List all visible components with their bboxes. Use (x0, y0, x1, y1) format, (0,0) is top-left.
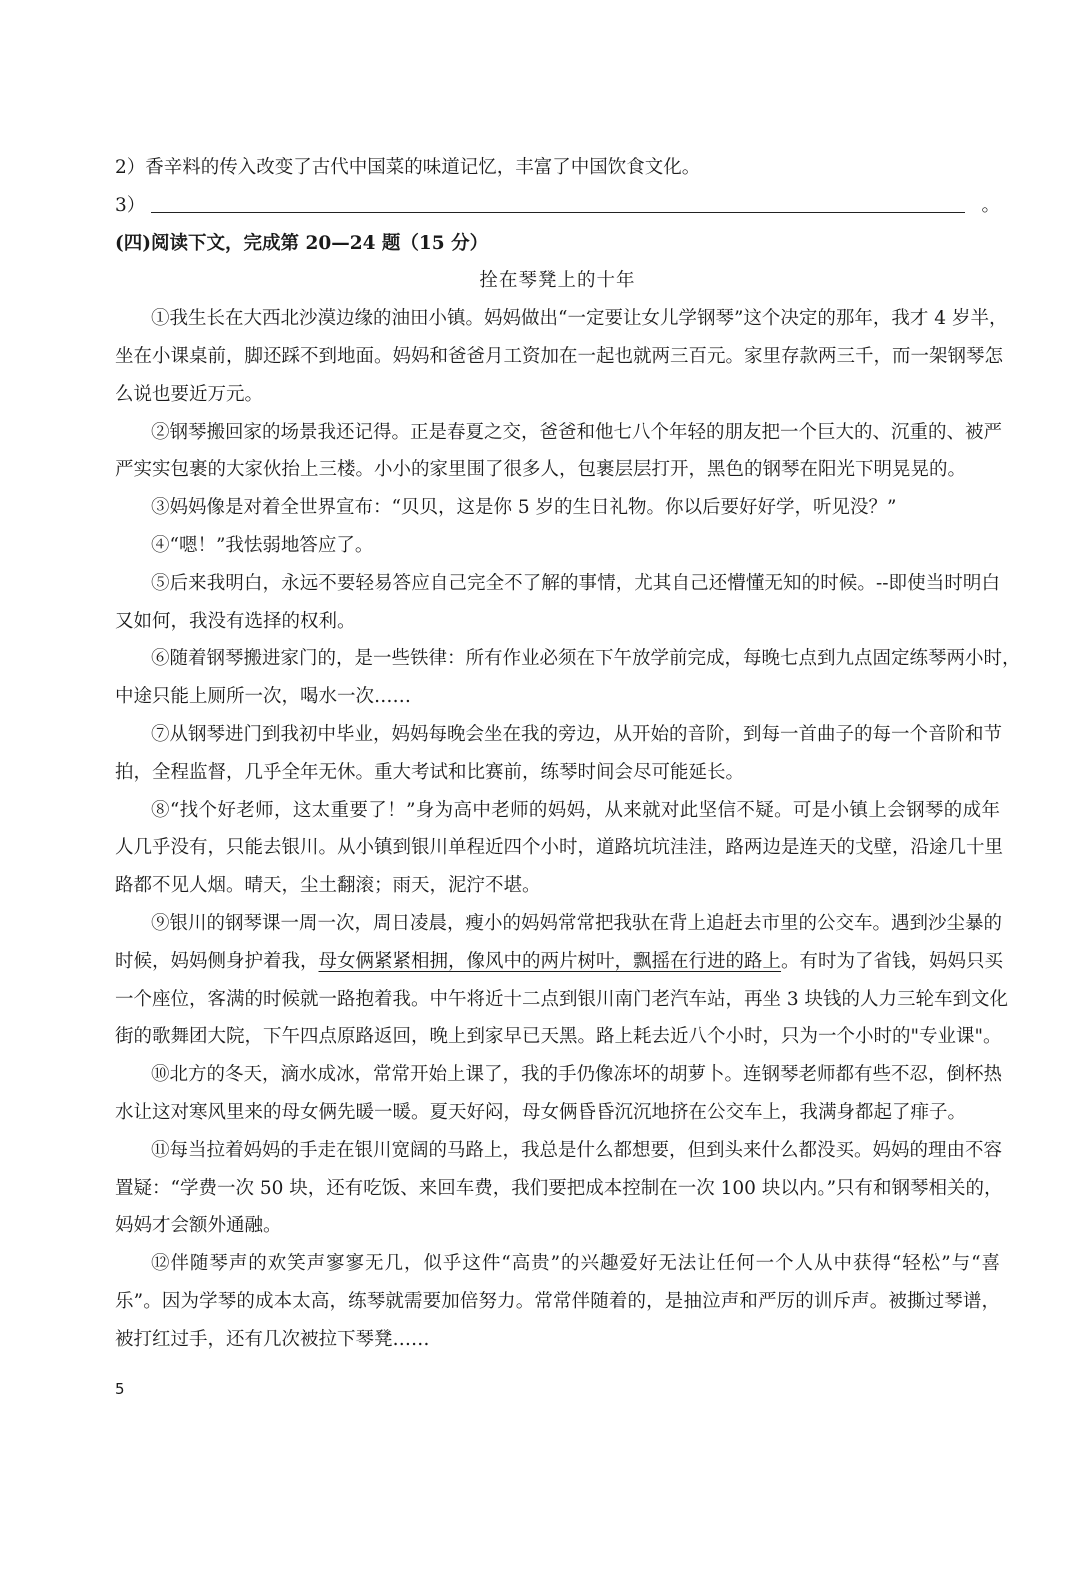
paragraph-line: 严实实包裹的大家伙抬上三楼。小小的家里围了很多人，包裹层层打开，黑色的钢琴在阳光下明晃晃的。 (115, 459, 967, 481)
paragraph-line: 乐”。因为学琴的成本太高，练琴就需要加倍努力。常常伴随着的，是抽泣声和严厉的训斥声。被撕过琴谱， (115, 1290, 1000, 1312)
paragraph-line: ②钢琴搬回家的场景我还记得。正是春夏之交，爸爸和他七八个年轻的朋友把一个巨大的、沉重的、被严 (151, 421, 1003, 443)
paragraph-line: 妈妈才会额外通融。 (115, 1215, 282, 1237)
paragraph-line: ⑧“找个好老师，这太重要了！”身为高中老师的妈妈，从来就对此坚信不疑。可是小镇上会钢琴的成年 (151, 799, 1000, 821)
paragraph-line: 坐在小课桌前，脚还踩不到地面。妈妈和爸爸月工资加在一起也就两三百元。家里存款两三千，而一架钢琴怎 (115, 345, 1004, 367)
section-heading: (四)阅读下文，完成第 20—24 题（15 分） (115, 232, 489, 254)
page-number: 5 (115, 1380, 125, 1398)
paragraph-10 (115, 1056, 1003, 1132)
answer-item-2: 2）香辛料的传入改变了古代中国菜的味道记忆，丰富了中国饮食文化。 (115, 157, 701, 178)
paragraph-line: ⑩北方的冬天，滴水成冰，常常开始上课了，我的手仍像冻坏的胡萝卜。连钢琴老师都有些不忍，倒杯热 (151, 1064, 1003, 1086)
paragraph-line: 么说也要近万元。 (115, 383, 264, 405)
article-title: 拴在琴凳上的十年 (479, 270, 636, 292)
paragraph-line: ⑦从钢琴进门到我初中毕业，妈妈每晚会坐在我的旁边，从开始的音阶，到每一首曲子的每一个音阶和节 (151, 723, 1003, 745)
answer-item-3 (115, 187, 1000, 225)
text-segment: 。有时为了省钱，妈妈只买 (781, 950, 1004, 972)
answer-blank-line[interactable] (151, 198, 965, 213)
paragraph-line: 街的歌舞团大院，下午四点原路返回，晚上到家早已天黑。路上耗去近八个小时，只为一个小时的"专业课"。 (115, 1026, 1002, 1048)
paragraph-line (115, 943, 1004, 981)
paragraph-line: ⑪每当拉着妈妈的手走在银川宽阔的马路上，我总是什么都想要，但到头来什么都没买。妈妈的理由不容 (151, 1139, 1003, 1161)
paragraph-line: ①我生长在大西北沙漠边缘的油田小镇。妈妈做出“一定要让女儿学钢琴”这个决定的那年，我才 4 岁半， (151, 308, 1008, 330)
text-segment: 时候，妈妈侧身护着我， (115, 950, 319, 972)
paragraph-8 (115, 792, 1004, 905)
paragraph-line: 水让这对寒风里来的母女俩先暖一暖。夏天好闷，母女俩昏昏沉沉地挤在公交车上，我满身都起了痱子。 (115, 1101, 967, 1123)
paragraph-1 (115, 300, 1008, 413)
paragraph-9 (115, 905, 1009, 1056)
paragraph-12 (115, 1245, 1000, 1358)
underlined-text: 母女俩紧紧相拥，像风中的两片树叶，飘摇在行进的路上 (318, 950, 782, 972)
paragraph-line: ③妈妈像是对着全世界宣布：“贝贝，这是你 5 岁的生日礼物。你以后要好好学，听见没？” (151, 497, 897, 519)
paragraph-line: ⑨银川的钢琴课一周一次，周日凌晨，瘦小的妈妈常常把我驮在背上追赶去市里的公交车。遇到沙尘暴的 (151, 912, 1003, 934)
paragraph-line: 又如何，我没有选择的权利。 (115, 610, 356, 632)
answer-item-3-end: 。 (981, 194, 1000, 216)
paragraph-line: 人几乎没有，只能去银川。从小镇到银川单程近四个小时，道路坑坑洼洼，路两边是连天的戈壁，沿途几十里 (115, 837, 1004, 859)
paragraph-line: 拍，全程监督，几乎全年无休。重大考试和比赛前，练琴时间会尽可能延长。 (115, 761, 745, 783)
paragraph-line: ⑤后来我明白，永远不要轻易答应自己完全不了解的事情，尤其自己还懵懂无知的时候。--即使当时明白 (151, 572, 1000, 594)
paragraph-line: 被打红过手，还有几次被拉下琴凳…… (115, 1328, 430, 1350)
paragraph-line: ⑥随着钢琴搬进家门的，是一些铁律：所有作业必须在下午放学前完成，每晚七点到九点固定练琴两小时， (151, 648, 1021, 670)
answer-item-3-label: 3） (115, 194, 146, 216)
paragraph-11 (115, 1132, 1003, 1245)
paragraph-line: ⑫伴随琴声的欢笑声寥寥无几，似乎这件“高贵”的兴趣爱好无法让任何一个人从中获得“轻松”与“喜 (151, 1253, 1000, 1275)
paragraph-6 (115, 640, 1021, 716)
exam-page (115, 149, 1021, 1359)
paragraph-line: ④“嗯！”我怯弱地答应了。 (151, 534, 374, 556)
article-body (115, 300, 1021, 1358)
paragraph-line: 置疑：“学费一次 50 块，还有吃饭、来回车费，我们要把成本控制在一次 100 块以内。”只有和钢琴相关的， (115, 1177, 1003, 1199)
paragraph-5 (115, 565, 1000, 641)
paragraph-line: 一个座位，客满的时候就一路抱着我。中午将近十二点到银川南门老汽车站，再坐 3 块钱的人力三轮车到文化 (115, 988, 1009, 1010)
paragraph-line: 路都不见人烟。晴天，尘土翻滚；雨天，泥泞不堪。 (115, 875, 541, 897)
paragraph-4 (115, 527, 1000, 565)
paragraph-3 (115, 489, 1000, 527)
paragraph-line: 中途只能上厕所一次，喝水一次…… (115, 686, 412, 708)
paragraph-2 (115, 414, 1003, 490)
paragraph-7 (115, 716, 1003, 792)
